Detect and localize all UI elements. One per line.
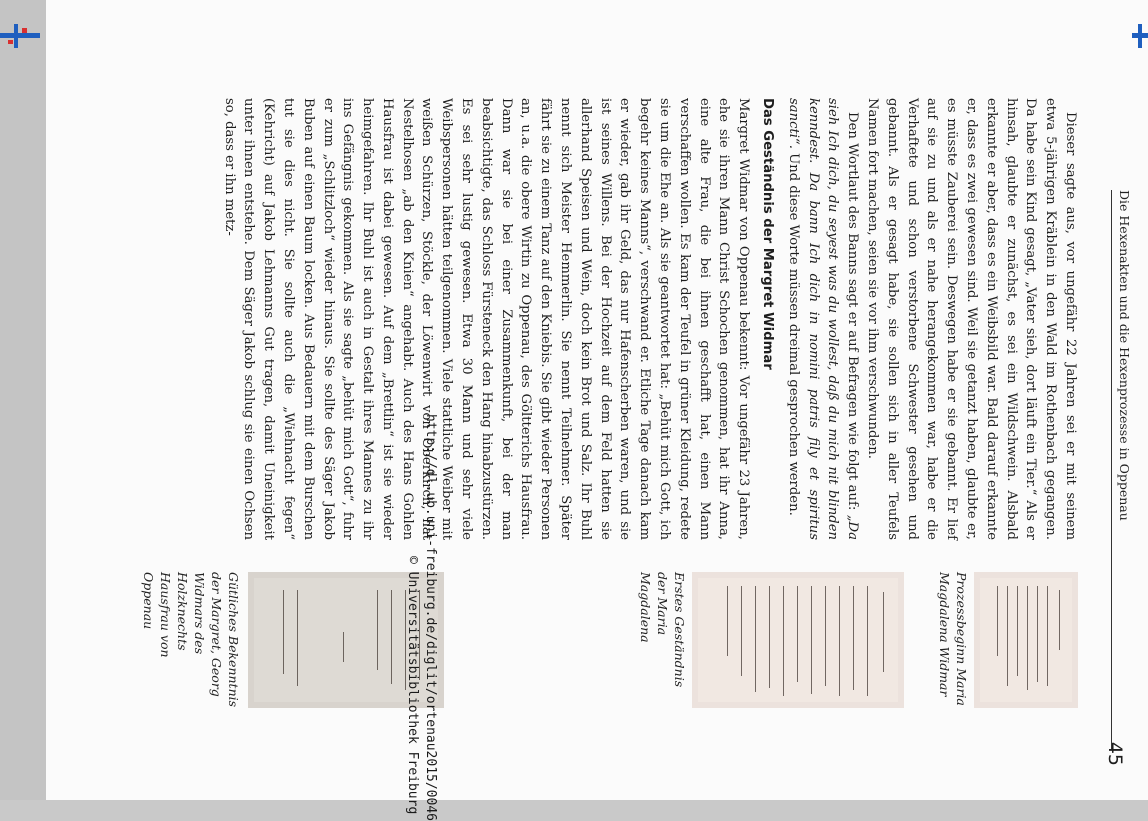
footer-copyright: © Universitätsbibliothek Freiburg	[405, 556, 420, 815]
footer-url[interactable]: http://dl.ub.uni-freiburg.de/diglit/ortenau2015/0046	[423, 414, 438, 821]
paragraph	[783, 98, 862, 540]
paragraph-intro: Den Wortlaut des Banns sagt er auf Befragen wie folgt auf:	[845, 112, 861, 515]
running-head: Die Hexenakten und die Hexenprozesse in Oppenau	[1111, 190, 1132, 750]
page-number: 45	[1104, 741, 1126, 766]
document-page	[46, 0, 1148, 800]
bann-quote: „Da sieh Ich dich, du seyest was du wollest, daß du mich nit blinden kenndest. Da bann Ich dich in nomini patris fily et spiritus sancti“.	[785, 98, 861, 540]
manuscript-image-1	[974, 572, 1078, 708]
manuscript-paper	[698, 578, 898, 702]
figure-caption: Prozessbeginn Maria Magdalena Widmar	[937, 572, 969, 706]
paragraph: Margret Widmar von Oppenau bekennt: Vor ungefähr 23 Jahren, ehe sie ihren Mann Christ Schochen genommen, hat ihr Anna, eine alte Frau, die bei ihnen geschafft hat, einen Mann verschaffen wollen. Es kam der Teufel in grüner Kleidung, redete sie um die Ehe an. Als sie geantwortet hat: „Behüt mich Gott, ich begehr keines Manns“, verschwand er. Etliche Tage danach kam er wieder, gab ihr Geld, das nur Hafenscherben waren, und sie ist seines Willens. Bei der Hochzeit auf dem Feld hatten sie allerhand Speisen und Wein, doch kein Brot und Salz. Ihr Buhl nennt sich Meister Hemmerlin. Sie nennt Teilnehmer. Später fährt sie zu einem Tanz auf den Kniebis. Sie gibt wieder Personen an, u.a. die obere Wirtin zu Oppenau, des Göltterichs Hausfrau. Dann war sie bei einer Zusammenkunft, bei der man beabsichtigte, das Schloss Fürsteneck den Hang hinabzustürzen. Es sei sehr lustig gewesen. Etwa 30 Mann und sehr viele Weibspersonen hätten teilgenommen. Viele stattliche Weiber mit weißen Schürzen, Stöckle, der Löwenwirt von Oberkirch, hat Nestelhosen „ab den Knien“ angehabt. Auch des Hans Gohlen Hausfrau ist dabei gewesen. Auf dem „Brettlin“ ist sie wieder heimgefahren. Ihr Buhl ist auch in Gestalt ihres Mannes zu ihr ins Gefängnis gekommen. Als sie sagte „behüt mich Gott“, fuhr er zum „Schlitzloch“ wieder hinaus. Sie sollte des Säger Jakob Buben auf einen Baum locken. Aus Bedauern mit dem Burschen tut sie dies nicht. Sie sollte auch die „Wiehnacht fegen“ (Kehricht) auf Jakob Lehmanns Gut tragen, damit Uneinigkeit unter ihnen entstehe. Dem Säger Jakob schlug sie einen Ochsen so, dass er ihn metz-	[221, 98, 752, 540]
section-heading: Das Geständnis der Margret Widmar	[760, 98, 776, 370]
library-logo-icon	[0, 20, 40, 50]
figure-caption: Gütliches Bekenntnis der Margret, Georg Widmars des Holzknechts Hausfrau von Oppenau	[141, 572, 241, 708]
paragraph: Dieser sagte aus, vor ungefähr 22 Jahren sei er mit seinem etwa 5-jährigen Kräblein in den Wald im Rothenbach gegangen. Da habe sein Kind gesagt, „Vater sieh, dort läuft ein Tier.“ Als er hinsah, glaubte er zunächst, es sei ein Wildschwein. Alsbald erkannte er aber, dass es ein Weibsbild war. Bald darauf erkannte er, dass es zwei gewesen sind. Weil sie getanzt haben, glaubte er, es müsste Zauberei sein. Deswegen habe er sie gebannt. Er lief auf sie zu und als er nahe herangekommen war, habe er die Verhaftete und schon verstorbene Schwester gesehen und gebannt. Als er gesagt habe, sie sollen sich in aller Teufels Namen fort machen, seien sie vor ihm verschwunden.	[865, 98, 1078, 540]
manuscript-image-2	[692, 572, 904, 708]
article-body	[219, 98, 1080, 540]
figure-caption: Erstes Geständnis der Maria Magdalena	[638, 572, 687, 688]
rotated-page-content	[46, 0, 1148, 800]
viewer-sidebar	[0, 0, 46, 800]
paragraph-end: Und diese Worte müssen dreimal gesprochen werden.	[785, 148, 801, 516]
